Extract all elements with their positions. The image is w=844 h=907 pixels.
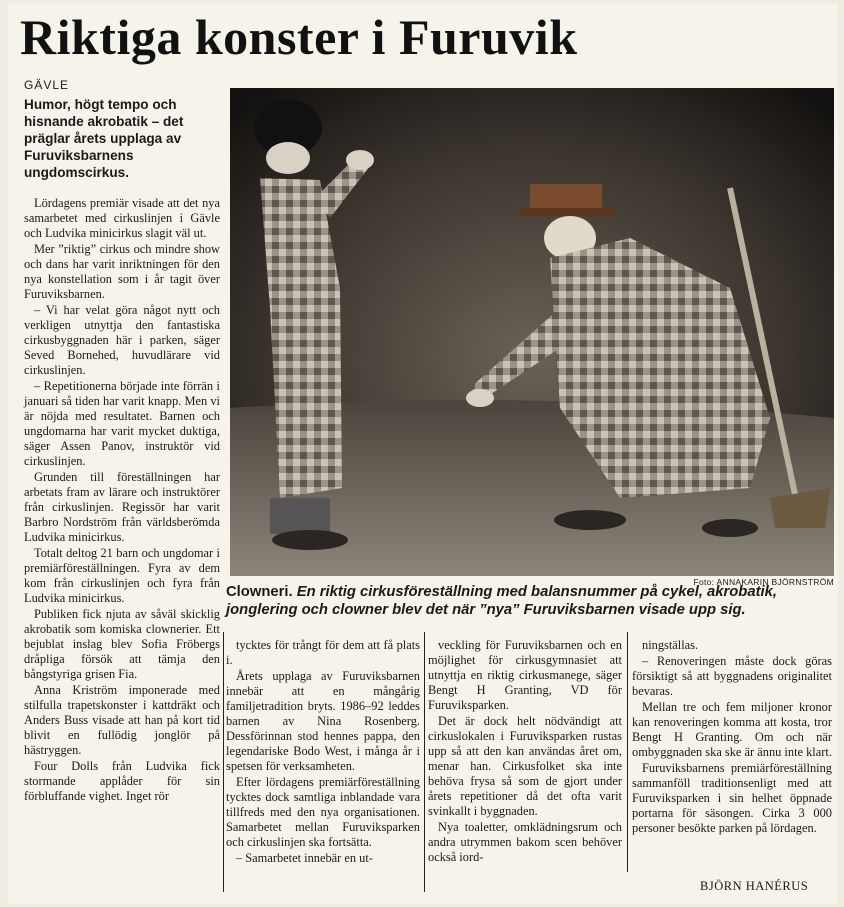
article-paragraph: – Repetitionerna började inte förrän i januari så tiden har varit knapp. Men vi är nöjda med resultatet. Barnen och ungdomarna har varit mycket duktiga, säger Assen Panov, instruktör vid cirkuslinjen.: [24, 379, 220, 468]
article-paragraph: Årets upplaga av Furuviksbarnen innebär att en mångårig familjetradition bryts. 1986–92 leddes barnen av Nina Rosenberg. Dessförinnan stod hennes pappa, den legendariske Bodo West, i många år i spetsen för verksamheten.: [226, 669, 420, 773]
article-paragraph: – Vi har velat göra något nytt och verkligen utnyttja den fantastiska cirkusbyggnaden här i parken, säger Seved Bornehed, huvudlärare vid cirkuslinjen.: [24, 303, 220, 377]
clown-photo: [230, 88, 834, 576]
article-paragraph: veckling för Furuviksbarnen och en möjlighet för cirkusgymnasiet att utnyttja en riktig cirkusmanege, säger Bengt H Granting, VD för Furuviksparken.: [428, 638, 622, 712]
article-paragraph: Mellan tre och fem miljoner kronor kan renoveringen komma att kosta, tror Bengt H Granting. Om och när ombyggnaden ska ske är ännu inte klart.: [632, 700, 832, 759]
article-paragraph: – Samarbetet innebär en ut-: [236, 851, 373, 865]
byline: BJÖRN HANÉRUS: [700, 879, 809, 893]
article-paragraph: Publiken fick njuta av såväl skicklig akrobatik som komiska clownerier. Ett bejublat inslag blev Sofia Fröbergs dråpliga försök att tämja den bångstyriga grisen Fia.: [24, 607, 220, 681]
article-paragraph: Anna Kriström imponerade med stilfulla trapetskonster i kattdräkt och Anders Buss visade att han på kort tid blivit en fullödig jonglör på hästryggen.: [24, 683, 220, 757]
photo-caption: [226, 584, 836, 619]
dateline: GÄVLE: [24, 78, 70, 92]
photo-credit: Foto: ANNAKARIN BJÖRNSTRÖM: [693, 577, 834, 587]
article-paragraph: Grunden till föreställningen har arbetats fram av lärare och instruktörer från cirkuslinjen. Regissör har varit Barbro Nordström från världsberömda Ludvika minicirkus.: [24, 470, 220, 544]
article-paragraph: Totalt deltog 21 barn och ungdomar i premiärföreställningen. Fyra av dem kom från cirkuslinjen och fyra från Ludvika minicirkus.: [24, 546, 220, 605]
headline: Riktiga konster i Furuvik: [20, 9, 578, 65]
article-paragraph: ningställas.: [642, 638, 699, 652]
article-paragraph: tycktes för trångt för dem att få plats i.: [226, 638, 420, 667]
column-4: [632, 638, 832, 837]
article-paragraph: Efter lördagens premiärföreställning tycktes dock samtliga inblandade vara tillfreds med den nya organisationen. Samarbetet mellan Furuviksparken och cirkuslinjen ska fortsätta.: [226, 775, 420, 849]
article-paragraph: Mer ”riktig” cirkus och mindre show och dans har varit inriktningen för den nya konstellation som i år tagit över Furuviksbarnen.: [24, 242, 220, 301]
column-2: [226, 638, 420, 867]
article-paragraph: Furuviksbarnens premiärföreställning sammanföll traditionsenligt med att Furuviksparken i sin helhet öppnade portarna för säsongen. Cirka 3 000 personer besökte parken på lördagen.: [632, 761, 832, 835]
column-3: [428, 638, 622, 866]
column-rule: [627, 632, 628, 872]
column-rule: [223, 632, 224, 892]
caption-label: Clowneri.: [226, 584, 293, 600]
photo-illustration: [230, 88, 834, 576]
lead-paragraph: Humor, högt tempo och hisnande akrobatik – det präglar årets upplaga av Furuviksbarnens ungdomscirkus.: [24, 97, 184, 180]
column-1: [24, 196, 220, 805]
article-paragraph: Nya toaletter, omklädningsrum och andra utrymmen bakom scen behöver också iord-: [428, 820, 622, 864]
article-paragraph: – Renoveringen måste dock göras försiktigt så att byggnadens originalitet bevaras.: [632, 654, 832, 698]
article-paragraph: Four Dolls från Ludvika fick stormande applåder för sin förbluffande vighet. Inget rör: [24, 759, 220, 803]
column-rule: [424, 632, 425, 892]
article-paragraph: Lördagens premiär visade att det nya samarbetet med cirkuslinjen i Gävle och Ludvika minicirkus slagit väl ut.: [24, 196, 220, 240]
caption-text: En riktig cirkusföreställning med balansnummer på cykel, akrobatik, jonglering och clowner blev det när ”nya” Furuviksbarnen visade upp sig.: [226, 584, 777, 618]
article-paragraph: Det är dock helt nödvändigt att cirkuslokalen i Furuviksparken rustas upp så att den kan användas året om, menar han. Cirkusfolket ska inte behöva frysa så som de gjort under årets repetitioner då det ofta varit svinkallt i byggnaden.: [428, 714, 622, 818]
